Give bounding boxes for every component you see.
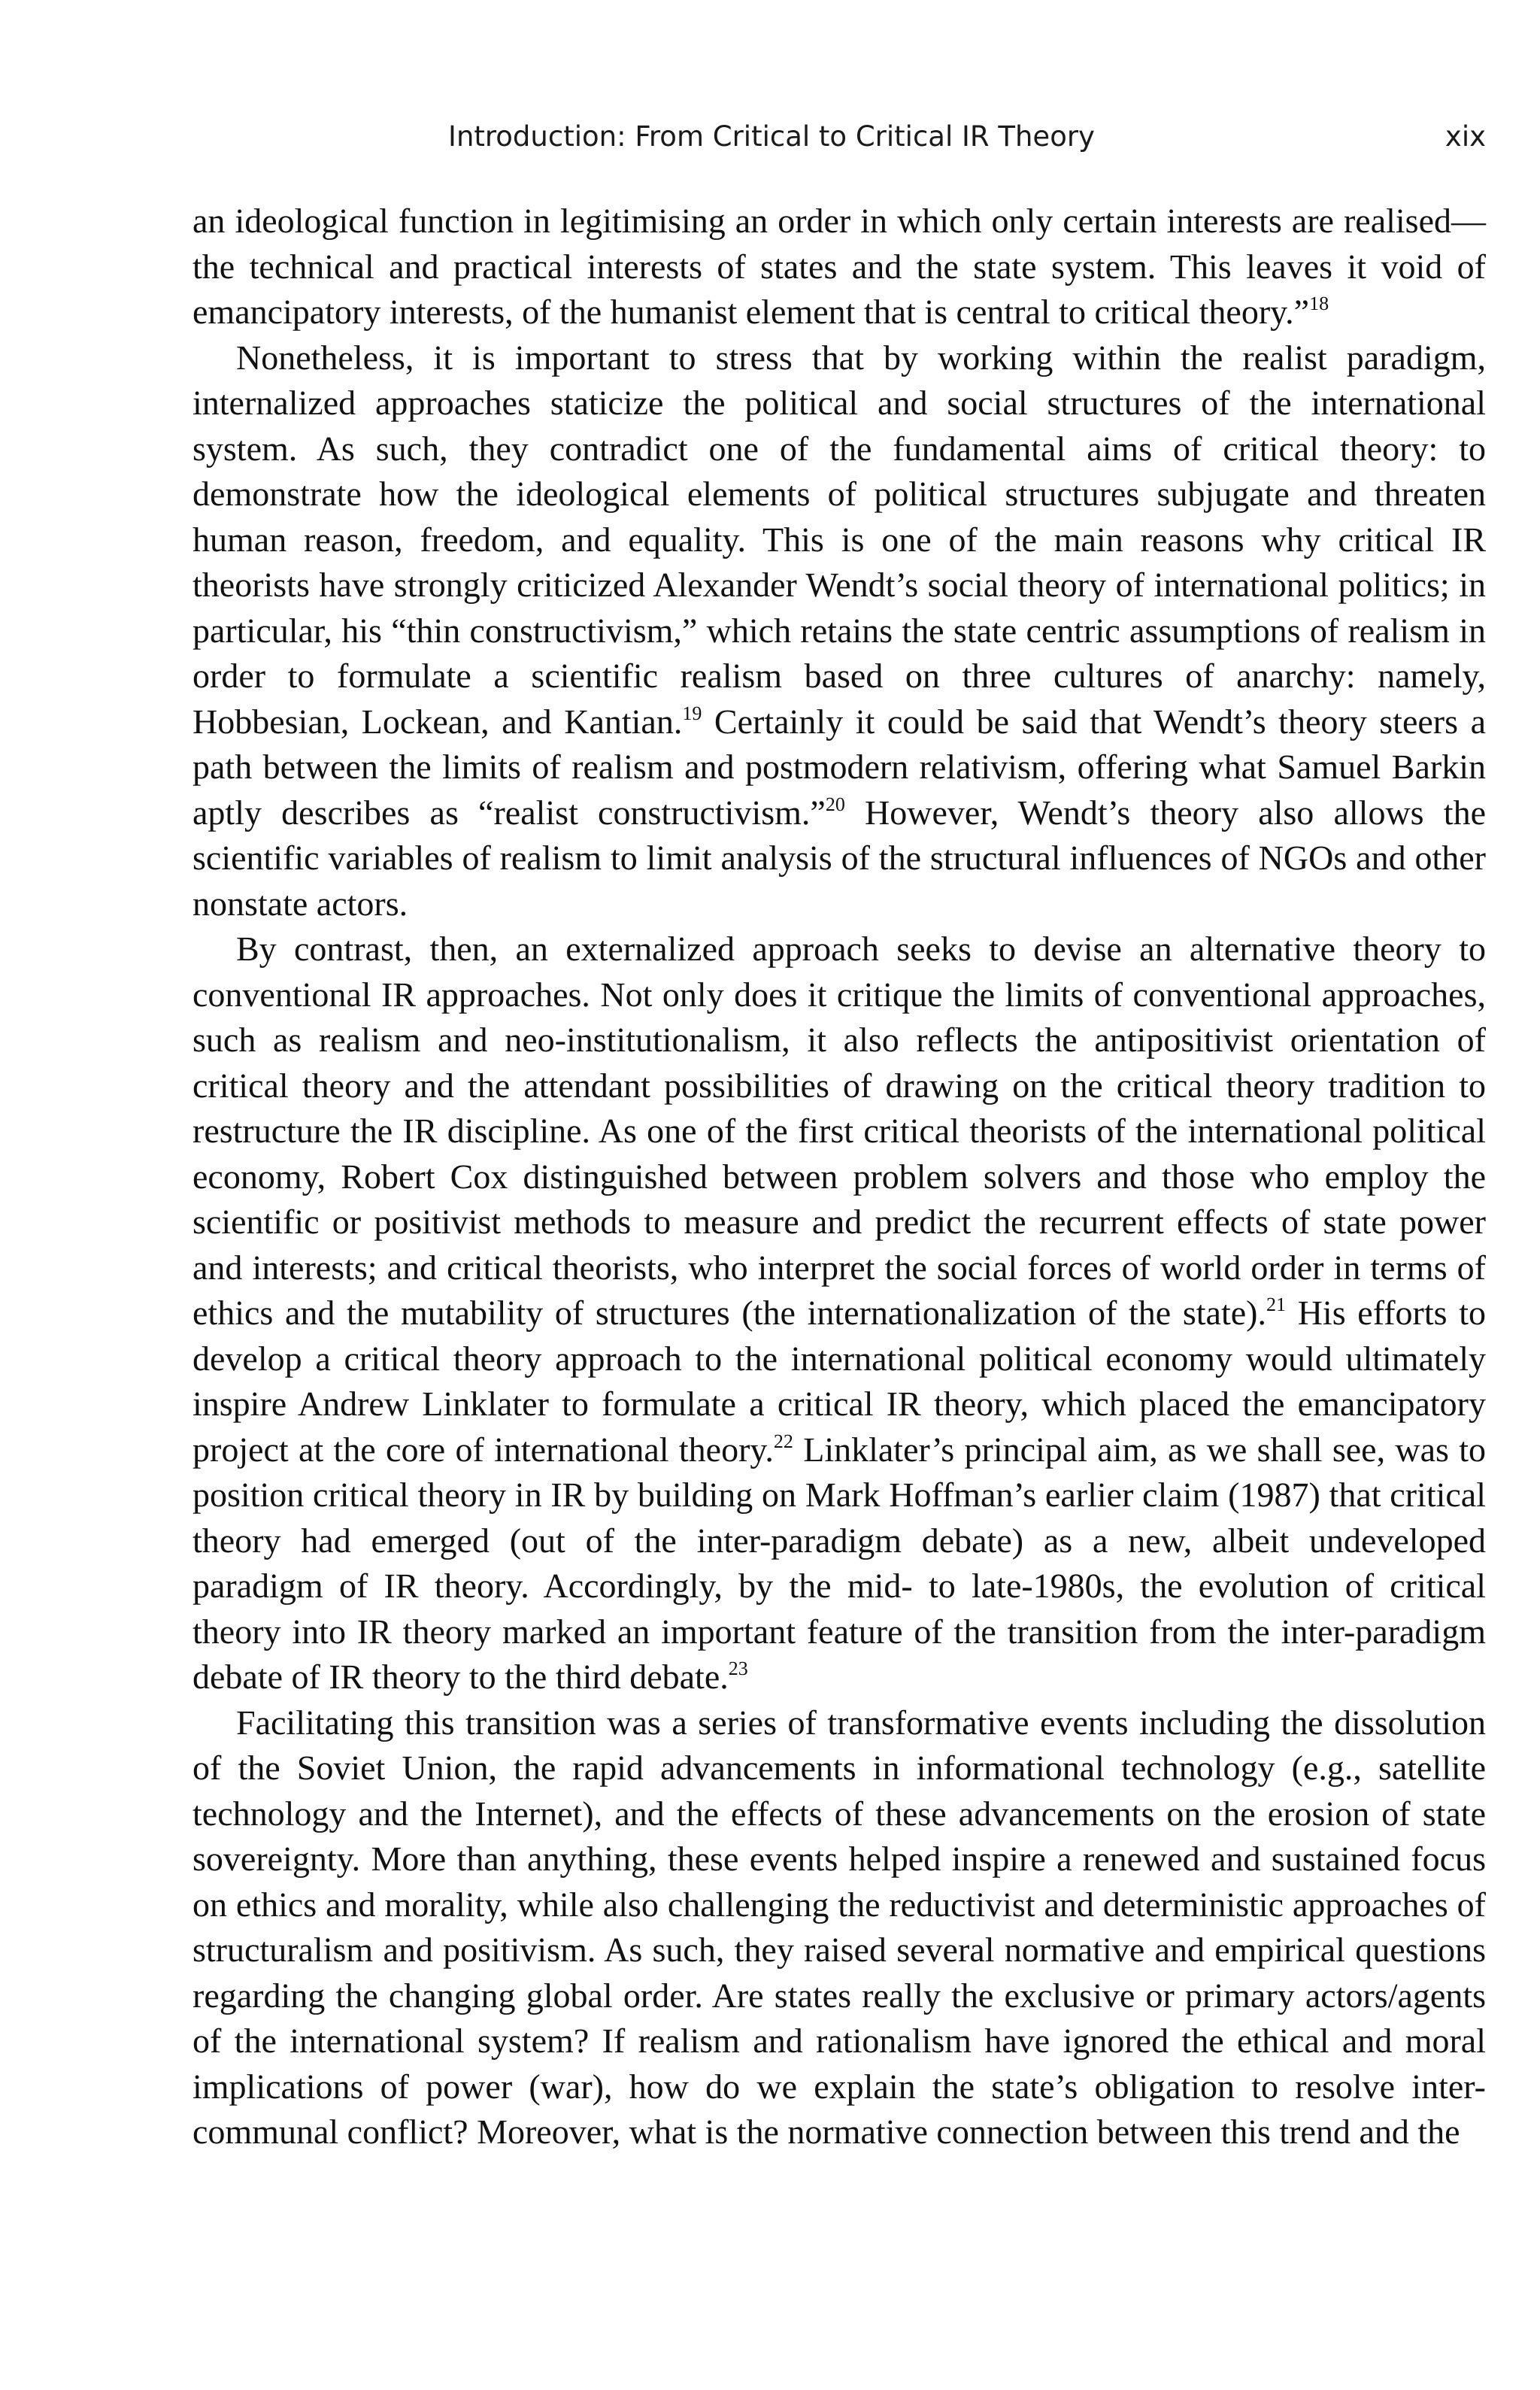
footnote-marker-19: 19	[682, 702, 702, 724]
footnote-marker-23: 23	[728, 1658, 748, 1679]
paragraph-text: Nonetheless, it is important to stress that by working within the realist paradigm, internalized approaches staticize the political and social structures of the international system. As such, they contradict one of the fundamental aims of critical theory: to demonstrate how the ideological elements of political structures subjugate and threaten human reason, freedom, and equality. This is one of the main reasons why critical IR theorists have strongly criticized Alexander Wendt’s social theory of international politics; in particular, his “thin constructivism,” which retains the state centric assumptions of realism in order to formulate a scientific realism based on three cultures of anarchy: namely, Hobbesian, Lockean, and Kantian.	[192, 338, 1486, 741]
paragraph-text: an ideological function in legitimising an order in which only certain interests are realised—the technical and practical interests of states and the state system. This leaves it void of emancipatory interests, of the humanist element that is central to critical theory.”	[192, 202, 1486, 331]
paragraph-4	[192, 1700, 1486, 2155]
paragraph-text: By contrast, then, an externalized approach seeks to devise an alternative theory to conventional IR approaches. Not only does it critique the limits of conventional approaches, such as realism and neo-institutionalism, it also reflects the antipositivist orientation of critical theory and the attendant possibilities of drawing on the critical theory tradition to restructure the IR discipline. As one of the first critical theorists of the international political economy, Robert Cox distinguished between problem solvers and those who employ the scientific or positivist methods to measure and predict the recurrent effects of state power and interests; and critical theorists, who interpret the social forces of world order in terms of ethics and the mutability of structures (the internationalization of the state).	[192, 930, 1486, 1332]
page-number: xix	[1445, 120, 1486, 153]
paragraph-text: His efforts to develop a critical theory approach to the international political economy would ultimately inspire Andrew Linklater to formulate a critical IR theory, which placed the emancipatory project at the core of international theory.	[192, 1294, 1486, 1469]
paragraph-1	[192, 199, 1486, 335]
paragraph-text: Linklater’s principal aim, as we shall see, was to position critical theory in IR by building on Mark Hoffman’s earlier claim (1987) that critical theory had emerged (out of the inter-paradigm debate) as a new, albeit undeveloped paradigm of IR theory. Accordingly, by the mid- to late-1980s, the evolution of critical theory into IR theory marked an important feature of the transition from the inter-paradigm debate of IR theory to the third debate.	[192, 1430, 1487, 1696]
running-head	[192, 120, 1486, 165]
footnote-marker-18: 18	[1309, 293, 1329, 314]
footnote-marker-21: 21	[1266, 1294, 1286, 1315]
footnote-marker-20: 20	[825, 793, 845, 815]
footnote-marker-22: 22	[773, 1430, 793, 1452]
paragraph-text: Certainly it could be said that Wendt’s theory steers a path between the limits of realism and postmodern relativism, offering what Samuel Barkin aptly describes as “realist constructivism.”	[192, 702, 1487, 832]
running-head-title: Introduction: From Critical to Critical IR Theory	[448, 120, 1095, 153]
paragraph-text: Facilitating this transition was a series of transformative events including the dissolution of the Soviet Union, the rapid advancements in informational technology (e.g., satellite technology and the Internet), and the effects of these advancements on the erosion of state sovereignty. More than anything, these events helped inspire a renewed and sustained focus on ethics and morality, while also challenging the reductivist and deterministic approaches of structuralism and positivism. As such, they raised several normative and empirical questions regarding the changing global order. Are states really the exclusive or primary actors/agents of the international system? If realism and rationalism have ignored the ethical and moral implications of power (war), how do we explain the state’s obligation to resolve inter-communal conflict? Moreover, what is the normative connection between this trend and the	[192, 1703, 1486, 2151]
body-text	[192, 199, 1486, 2155]
paragraph-2	[192, 335, 1486, 927]
paragraph-text: However, Wendt’s theory also allows the scientific variables of realism to limit analysis of the structural influences of NGOs and other nonstate actors.	[192, 793, 1486, 923]
paragraph-3	[192, 927, 1486, 1700]
